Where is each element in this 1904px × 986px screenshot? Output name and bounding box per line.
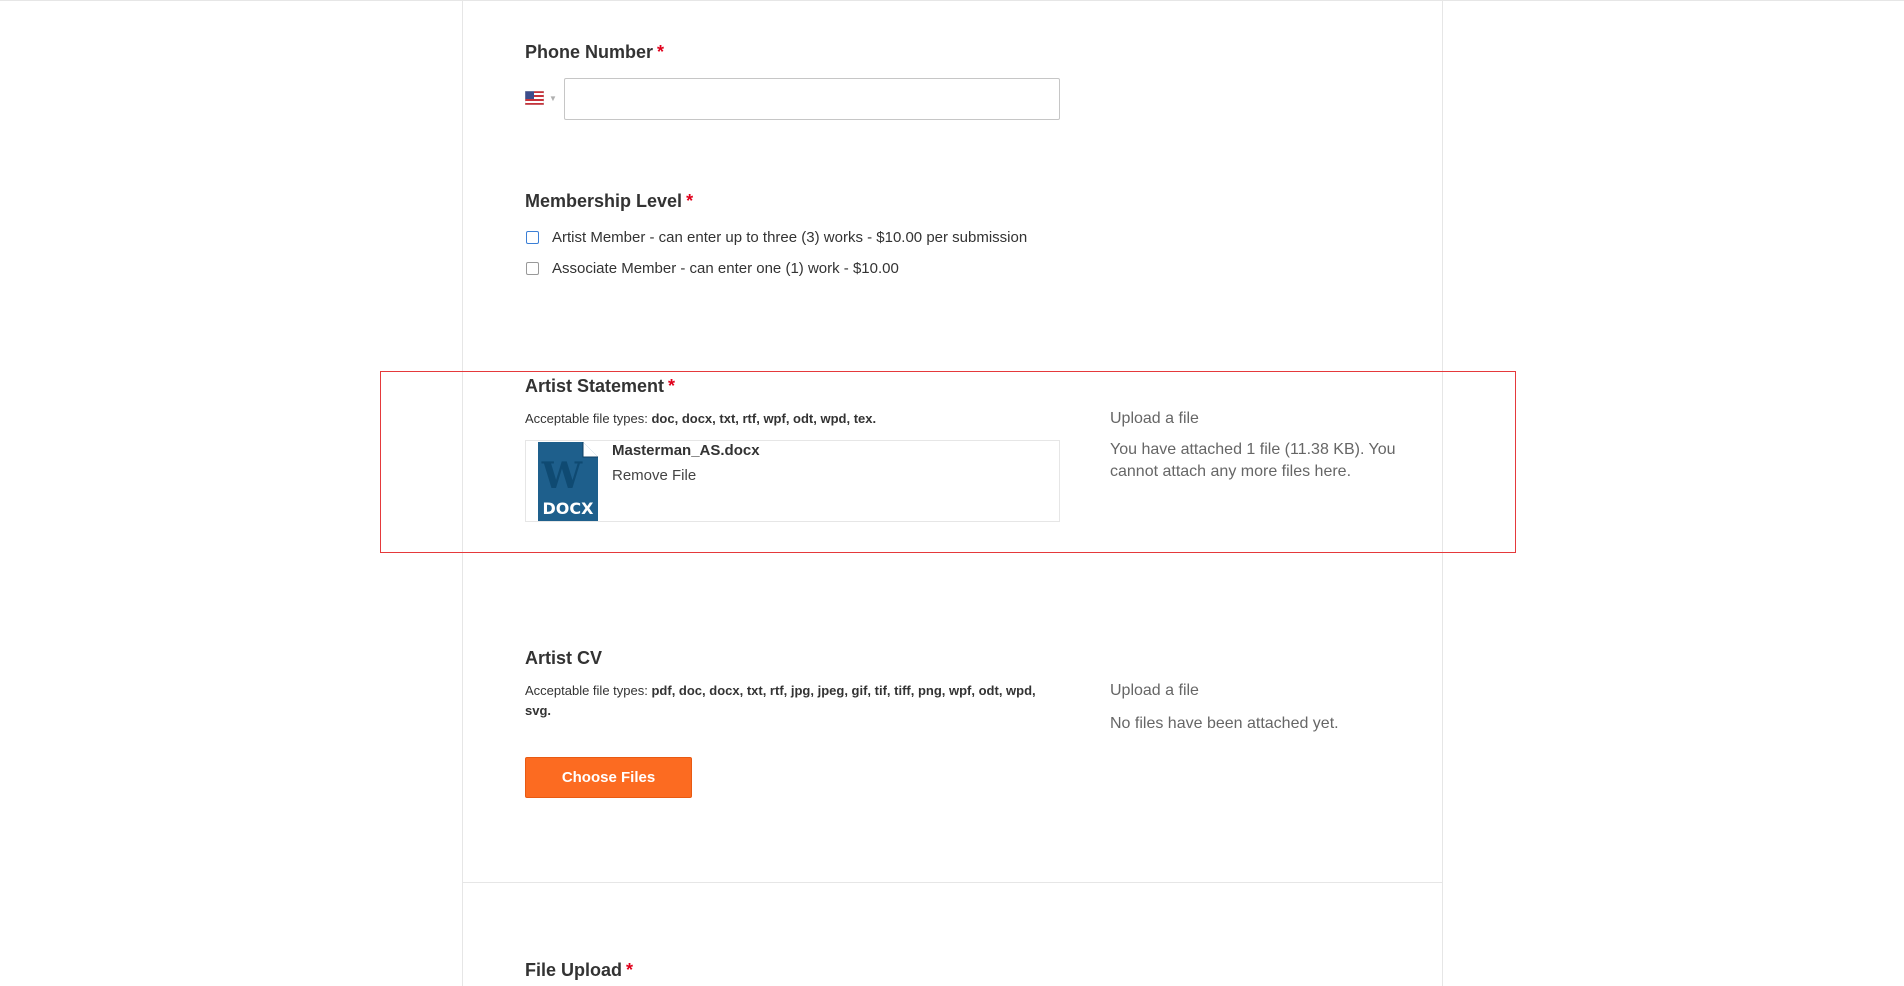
- membership-option-label: Associate Member - can enter one (1) work - $10.00: [552, 259, 899, 277]
- required-star: *: [657, 42, 665, 62]
- membership-checkbox-artist[interactable]: [526, 231, 539, 244]
- artist-cv-upload-status: No files have been attached yet.: [1110, 715, 1339, 732]
- artist-statement-file-types: [525, 409, 876, 429]
- artist-cv-file-types: [525, 681, 1065, 721]
- attached-file-card: [525, 440, 1060, 522]
- file-types-prefix: Acceptable file types:: [525, 411, 648, 426]
- docx-icon-letter: W: [541, 455, 583, 497]
- file-upload-label: [525, 960, 633, 981]
- caret-down-icon: ▼: [549, 94, 557, 103]
- file-types-list: doc, docx, txt, rtf, wpf, odt, wpd, tex.: [651, 411, 877, 426]
- artist-statement-upload-status: You have attached 1 file (11.38 KB). You cannot attach any more files here.: [1110, 441, 1396, 480]
- file-types-list: pdf, doc, docx, txt, rtf, jpg, jpeg, gif, tif, tiff, png, wpf, odt, wpd, svg.: [525, 683, 1036, 718]
- artist-statement-label-text: Artist Statement: [525, 376, 665, 396]
- docx-icon-ext: DOCX: [542, 499, 594, 518]
- phone-label-text: Phone Number: [525, 42, 654, 62]
- artist-statement-label: [525, 376, 675, 397]
- membership-checkbox-associate[interactable]: [526, 262, 539, 275]
- membership-option-artist[interactable]: [526, 227, 1027, 247]
- remove-file-link[interactable]: Remove File: [612, 467, 697, 484]
- artist-cv-upload-link[interactable]: Upload a file: [1110, 682, 1199, 699]
- required-star: *: [686, 191, 694, 211]
- membership-option-associate[interactable]: [526, 258, 899, 278]
- us-flag-icon: [525, 91, 544, 105]
- membership-label: [525, 191, 693, 212]
- phone-label: [525, 42, 664, 63]
- docx-file-icon: [538, 442, 598, 521]
- membership-label-text: Membership Level: [525, 191, 683, 211]
- membership-option-label: Artist Member - can enter up to three (3) works - $10.00 per submission: [552, 228, 1028, 246]
- phone-input[interactable]: [564, 78, 1060, 120]
- attached-file-name: Masterman_AS.docx: [612, 442, 760, 459]
- artist-statement-upload-link[interactable]: Upload a file: [1110, 410, 1199, 427]
- file-upload-label-text: File Upload: [525, 960, 623, 980]
- required-star: *: [626, 960, 634, 980]
- section-divider: [463, 882, 1442, 883]
- file-types-prefix: Acceptable file types:: [525, 683, 648, 698]
- artist-cv-label: Artist CV: [525, 648, 603, 668]
- country-code-select[interactable]: [525, 91, 559, 107]
- choose-files-button[interactable]: Choose Files: [525, 757, 692, 798]
- required-star: *: [668, 376, 676, 396]
